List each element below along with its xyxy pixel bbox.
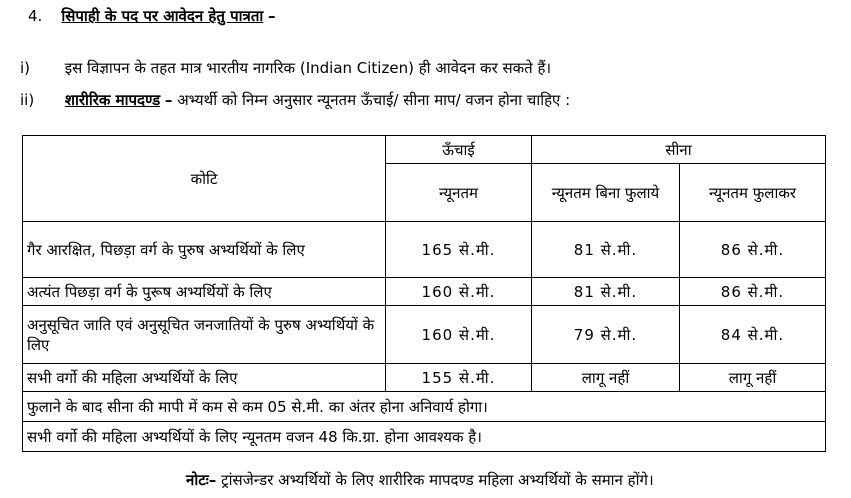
header-chest: सीना bbox=[532, 136, 826, 164]
eligibility-table bbox=[22, 135, 826, 452]
point-2-marker: ii) bbox=[20, 91, 35, 109]
section-dash: – bbox=[268, 7, 276, 25]
point-2-heading: शारीरिक मापदण्ड bbox=[64, 91, 161, 109]
row-category: अत्यंत पिछड़ा वर्ग के पुरूष अभ्यर्थियों के लिए bbox=[23, 278, 386, 306]
footnote bbox=[186, 470, 654, 490]
table-row bbox=[23, 222, 826, 278]
header-chest-expanded: न्यूनतम फुलाकर bbox=[680, 164, 826, 222]
footnote-text: ट्रांसजेन्डर अभ्यर्थियों के लिए शारीरिक मापदण्ड महिला अभ्यर्थियों के समान होंगे। bbox=[221, 471, 654, 489]
row-chest-expanded: 84 से.मी. bbox=[680, 306, 826, 364]
point-1-marker: i) bbox=[20, 59, 31, 77]
header-height: ऊँचाई bbox=[386, 136, 532, 164]
table-note-row bbox=[23, 422, 826, 452]
row-chest: 81 से.मी. bbox=[532, 222, 680, 278]
point-2-dash: – bbox=[164, 91, 173, 109]
point-1 bbox=[20, 58, 551, 78]
row-chest: 81 से.मी. bbox=[532, 278, 680, 306]
note-weight: सभी वर्गो की महिला अभ्यर्थियों के लिए न्यूनतम वजन 48 कि.ग्रा. होना आवश्यक है। bbox=[23, 422, 826, 452]
row-height: 160 से.मी. bbox=[386, 306, 532, 364]
row-category: गैर आरक्षित, पिछड़ा वर्ग के पुरुष अभ्यर्थियों के लिए bbox=[23, 222, 386, 278]
row-height: 160 से.मी. bbox=[386, 278, 532, 306]
row-chest-expanded: लागू नहीं bbox=[680, 364, 826, 392]
footnote-label: नोटः– bbox=[186, 471, 217, 489]
point-2 bbox=[20, 90, 570, 110]
section-heading bbox=[28, 6, 276, 26]
row-chest: लागू नहीं bbox=[532, 364, 680, 392]
point-2-text: अभ्यर्थी को निम्न अनुसार न्यूनतम ऊँचाई/ सीना माप/ वजन होना चाहिए : bbox=[177, 91, 571, 109]
row-height: 165 से.मी. bbox=[386, 222, 532, 278]
header-category: कोटि bbox=[23, 136, 386, 222]
header-chest-unexpanded: न्यूनतम बिना फुलाये bbox=[532, 164, 680, 222]
point-1-text: इस विज्ञापन के तहत मात्र भारतीय नागरिक (Indian Citizen) ही आवेदन कर सकते हैं। bbox=[64, 59, 552, 77]
table-row bbox=[23, 278, 826, 306]
row-category: अनुसूचित जाति एवं अनुसूचित जनजातियों के पुरुष अभ्यर्थियों के लिए bbox=[23, 306, 386, 364]
row-chest-expanded: 86 से.मी. bbox=[680, 222, 826, 278]
section-number: 4. bbox=[28, 7, 43, 25]
row-chest-expanded: 86 से.मी. bbox=[680, 278, 826, 306]
section-title: सिपाही के पद पर आवेदन हेतु पात्रता bbox=[61, 7, 264, 25]
note-expansion: फुलाने के बाद सीना की मापी में कम से कम 05 से.मी. का अंतर होना अनिवार्य होगा। bbox=[23, 392, 826, 422]
table-row bbox=[23, 364, 826, 392]
table-row bbox=[23, 306, 826, 364]
row-category: सभी वर्गो की महिला अभ्यर्थियों के लिए bbox=[23, 364, 386, 392]
row-height: 155 से.मी. bbox=[386, 364, 532, 392]
row-chest: 79 से.मी. bbox=[532, 306, 680, 364]
table-note-row bbox=[23, 392, 826, 422]
header-height-min: न्यूनतम bbox=[386, 164, 532, 222]
